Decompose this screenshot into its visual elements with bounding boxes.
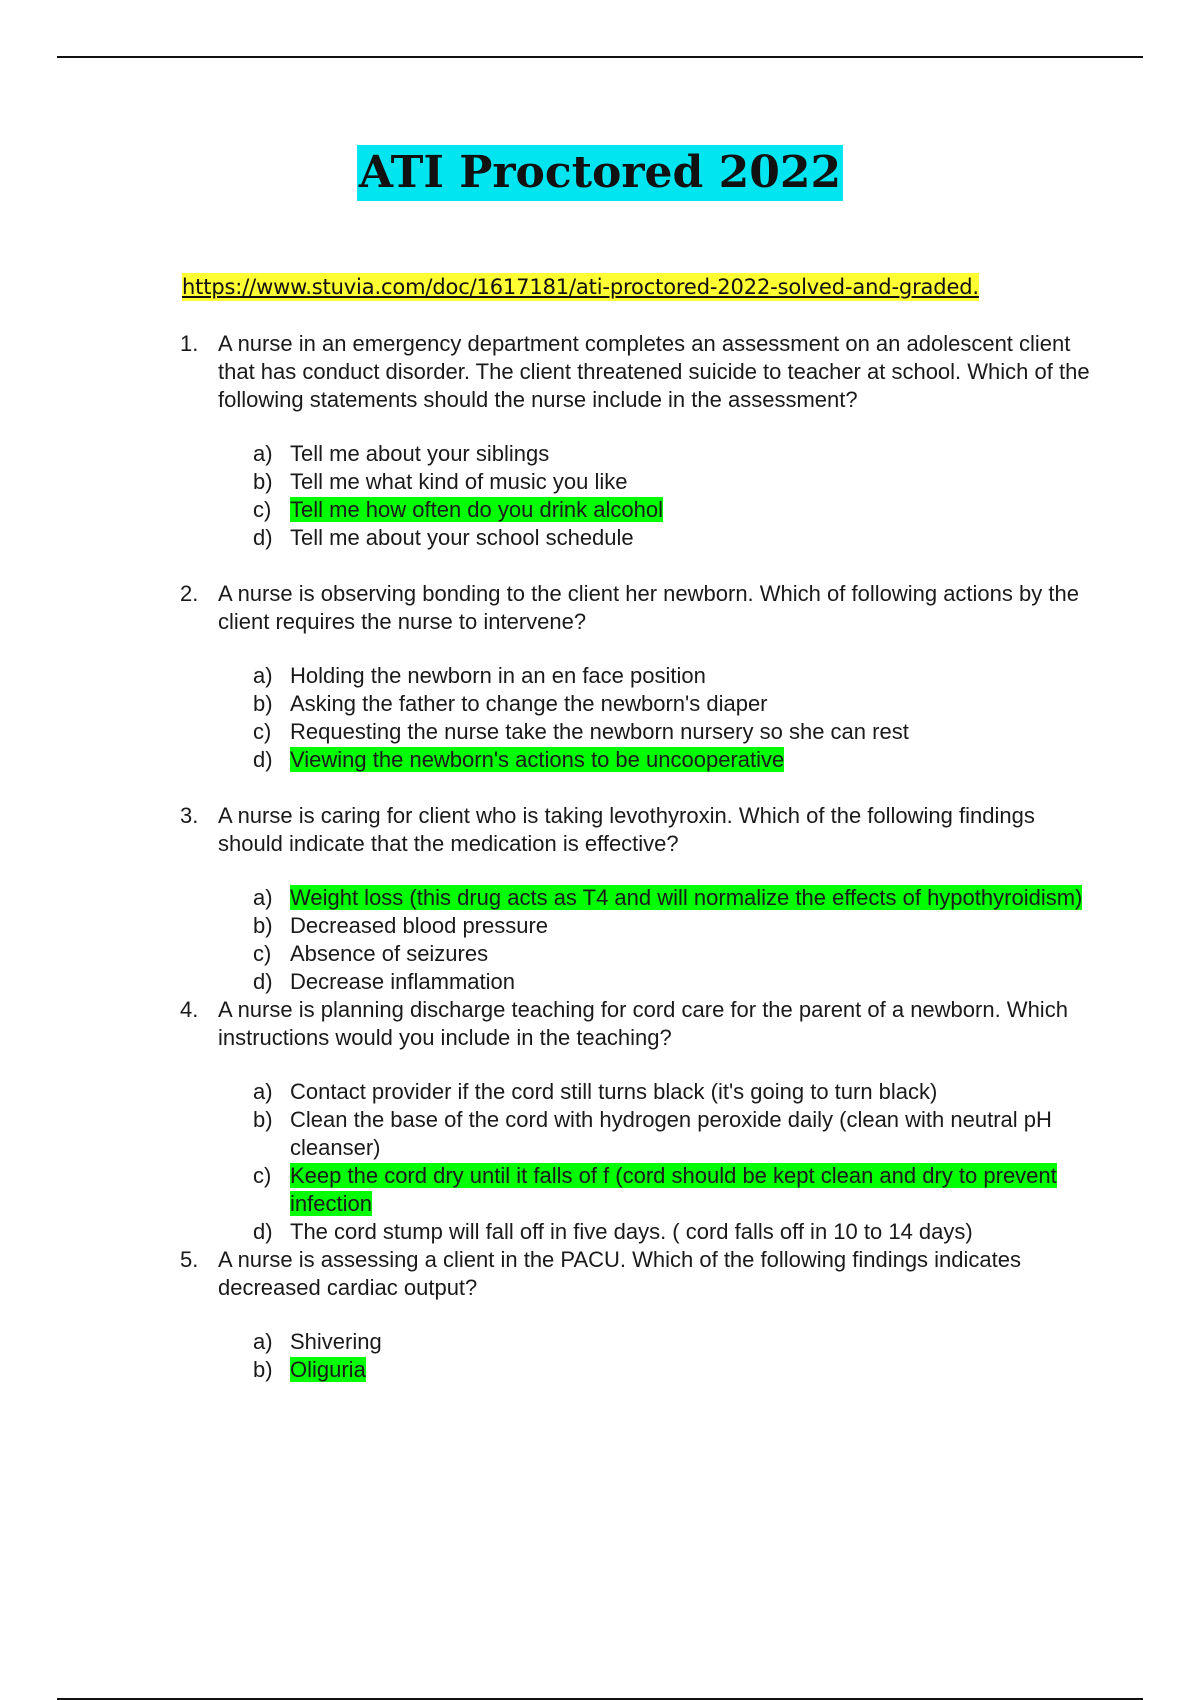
option-text: Asking the father to change the newborn's diaper — [290, 691, 768, 716]
answer-option — [180, 662, 1090, 690]
question-text: A nurse is assessing a client in the PACU. Which of the following findings indicates decreased cardiac output? — [218, 1247, 1021, 1300]
answer-option — [180, 690, 1090, 718]
option-label: d) — [253, 747, 273, 772]
answer-option — [180, 524, 1090, 552]
option-label: b) — [253, 1107, 273, 1132]
answer-option-correct — [180, 1356, 1090, 1384]
option-label: c) — [253, 719, 272, 744]
question-text: A nurse is planning discharge teaching for cord care for the parent of a newborn. Which instructions would you include in the teaching? — [218, 997, 1068, 1050]
question-3 — [180, 802, 1090, 858]
option-text: Tell me about your siblings — [290, 441, 550, 466]
answer-option — [180, 1106, 1090, 1162]
option-text: Tell me about your school schedule — [290, 525, 634, 550]
answer-option — [180, 912, 1090, 940]
answer-option — [180, 468, 1090, 496]
option-label: b) — [253, 691, 273, 716]
question-1 — [180, 330, 1090, 414]
question-text: A nurse is observing bonding to the client her newborn. Which of following actions by the client requires the nurse to intervene? — [218, 581, 1079, 634]
answer-option — [180, 1218, 1090, 1246]
option-label: d) — [253, 525, 273, 550]
question-text: A nurse in an emergency department completes an assessment on an adolescent client that has conduct disorder. The client threatened suicide to teacher at school. Which of the following statements should the nurse include in the assessment? — [218, 331, 1090, 412]
answer-option-correct — [180, 496, 1090, 524]
option-text: Absence of seizures — [290, 941, 489, 966]
option-label: c) — [253, 497, 272, 522]
answer-option-correct — [180, 884, 1090, 912]
option-text: Decrease inflammation — [290, 969, 515, 994]
question-number: 2. — [180, 581, 199, 606]
option-text: Clean the base of the cord with hydrogen peroxide daily (clean with neutral pH cleanser) — [290, 1107, 1052, 1160]
highlighted-answer: Viewing the newborn's actions to be uncooperative — [290, 747, 785, 772]
option-label: b) — [253, 1357, 273, 1382]
option-text: Requesting the nurse take the newborn nursery so she can rest — [290, 719, 909, 744]
option-label: b) — [253, 913, 273, 938]
option-label: a) — [253, 441, 273, 466]
highlighted-answer: Tell me how often do you drink alcohol — [290, 497, 663, 522]
highlighted-answer: Keep the cord dry until it falls of f (cord should be kept clean and dry to prevent infection — [290, 1163, 1057, 1216]
answer-options — [180, 1328, 1090, 1384]
option-label: c) — [253, 941, 272, 966]
question-5 — [180, 1246, 1090, 1302]
option-text: Contact provider if the cord still turns black (it's going to turn black) — [290, 1079, 938, 1104]
option-label: a) — [253, 885, 273, 910]
answer-options — [180, 662, 1090, 774]
answer-options — [180, 884, 1090, 996]
question-list — [180, 330, 1090, 1384]
question-number: 5. — [180, 1247, 199, 1272]
answer-option — [180, 968, 1090, 996]
option-label: d) — [253, 969, 273, 994]
document-title: ATI Proctored 2022 — [357, 145, 843, 201]
answer-option-correct — [180, 1162, 1090, 1218]
question-4 — [180, 996, 1090, 1052]
option-label: a) — [253, 663, 273, 688]
option-label: c) — [253, 1163, 272, 1188]
question-number: 4. — [180, 997, 199, 1022]
option-text: Holding the newborn in an en face position — [290, 663, 706, 688]
option-label: b) — [253, 469, 273, 494]
top-rule — [57, 56, 1143, 58]
answer-options — [180, 440, 1090, 552]
answer-option — [180, 1328, 1090, 1356]
highlighted-answer: Weight loss (this drug acts as T4 and will normalize the effects of hypothyroidism) — [290, 885, 1083, 910]
option-text: Decreased blood pressure — [290, 913, 549, 938]
highlighted-answer: Oliguria — [290, 1357, 366, 1382]
question-2 — [180, 580, 1090, 636]
option-label: d) — [253, 1219, 273, 1244]
title-container — [0, 145, 1200, 201]
answer-option — [180, 1078, 1090, 1106]
option-label: a) — [253, 1079, 273, 1104]
question-number: 3. — [180, 803, 199, 828]
option-text: Tell me what kind of music you like — [290, 469, 628, 494]
source-link[interactable]: https://www.stuvia.com/doc/1617181/ati-proctored-2022-solved-and-graded. — [182, 275, 979, 299]
option-text: The cord stump will fall off in five days. ( cord falls off in 10 to 14 days) — [290, 1219, 973, 1244]
question-number: 1. — [180, 331, 199, 356]
question-text: A nurse is caring for client who is taking levothyroxin. Which of the following findings should indicate that the medication is effective? — [218, 803, 1035, 856]
option-text: Shivering — [290, 1329, 382, 1354]
answer-option — [180, 440, 1090, 468]
answer-option — [180, 940, 1090, 968]
answer-option-correct — [180, 746, 1090, 774]
answer-option — [180, 718, 1090, 746]
option-label: a) — [253, 1329, 273, 1354]
answer-options — [180, 1078, 1090, 1246]
